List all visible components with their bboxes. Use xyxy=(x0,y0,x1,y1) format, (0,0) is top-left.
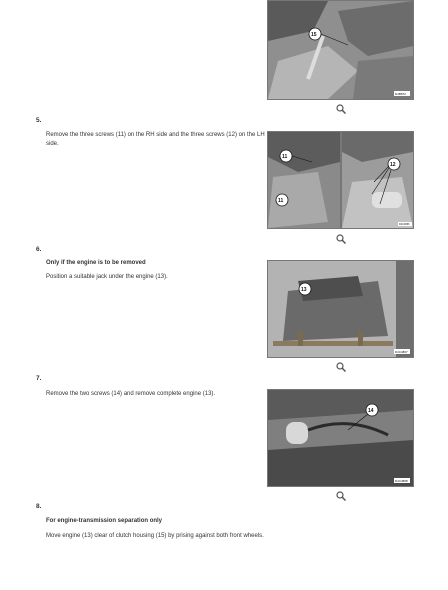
step-number: 7. xyxy=(36,375,42,382)
zoom-icon[interactable] xyxy=(336,491,346,501)
callout-12: 12 xyxy=(390,162,396,168)
callout-11: 11 xyxy=(278,198,284,204)
figure-code: D4B872 xyxy=(395,92,406,96)
figure-rh-side-screws xyxy=(267,131,341,229)
figure-engine-mount-screws xyxy=(267,389,414,487)
figure-code: D4C4867 xyxy=(395,350,408,354)
callout-14: 14 xyxy=(368,408,374,414)
step-heading: For engine-transmission separation only xyxy=(46,518,163,524)
step-number: 8. xyxy=(36,503,42,510)
step-number: 5. xyxy=(36,117,42,124)
figure-code: D4C4866 xyxy=(399,223,410,226)
callout-11: 11 xyxy=(282,154,288,160)
step-number: 6. xyxy=(36,246,42,253)
step-text: Remove the two screws (14) and remove complete engine (13). xyxy=(46,391,216,397)
zoom-icon[interactable] xyxy=(336,362,346,372)
figure-engine-on-jack xyxy=(267,260,414,358)
step-text: Move engine (13) clear of clutch housing (15) by prising against both front wheels. xyxy=(46,533,264,539)
callout-13: 13 xyxy=(301,287,307,293)
figure-engine-detail-1 xyxy=(267,0,414,100)
step-text: Remove the three screws (11) on the RH side and the three screws (12) on the LH side. xyxy=(46,132,265,147)
figure-code: D4C4868 xyxy=(395,479,408,483)
zoom-icon[interactable] xyxy=(336,234,346,244)
figure-lh-side-screws xyxy=(341,131,414,229)
zoom-icon[interactable] xyxy=(336,104,346,114)
step-heading: Only if the engine is to be removed xyxy=(46,260,146,266)
step-text: Position a suitable jack under the engine (13). xyxy=(46,274,168,280)
callout-15: 15 xyxy=(311,32,317,38)
